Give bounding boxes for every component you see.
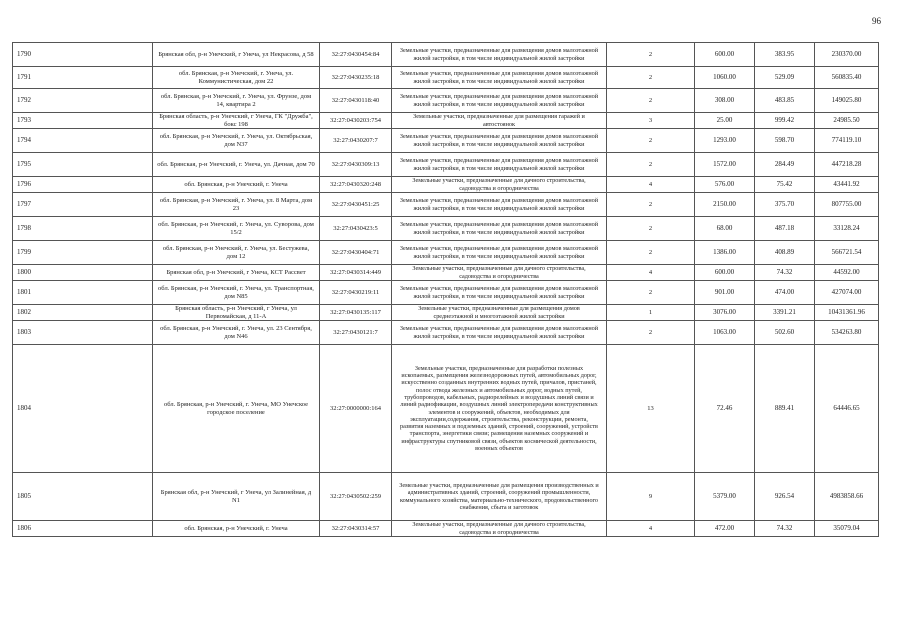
land-purpose-cell: Земельные участки, предназначенные для размещения производственных и административных зданий, строений, сооружений промышленности, коммунального хозяйства, материально-технического, продовольственного снабжения, сбыта и заготовок	[392, 473, 607, 521]
cadastral-value-table	[12, 42, 879, 537]
unit-value-cell: 483.85	[755, 89, 815, 113]
table-row	[13, 193, 879, 217]
cadastral-value-cell: 64446.65	[815, 345, 879, 473]
address-cell: обл. Брянская, р-н Унечский, г. Унеча, ул. Дачная, дом 70	[153, 153, 320, 177]
cadastral-number-cell: 32:27:0430451:25	[320, 193, 392, 217]
group-number-cell: 2	[607, 89, 695, 113]
cadastral-value-cell: 774119.10	[815, 129, 879, 153]
group-number-cell: 2	[607, 153, 695, 177]
land-purpose-cell: Земельные участки, предназначенные для разработки полезных ископаемых, размещения железнодорожных путей, автомобильных дорог, искусственно созданных внутренних водных путей, причалов, пристаней, полос отвода железных и автомобильных дорог, водных путей, трубопроводов, кабельных, радиорелейных и воздушных линий связи и линий радиофикации, воздушных линий электропередачи конструктивных элементов и сооружений, объектов, необходимых для эксплуатации,содержания, строительства, реконструкции, ремонта, развития наземных и подземных зданий, строений, сооружений, устройств транспорта, энергетики связи; размещения наземных сооружений и инфраструктуры спутниковой связи, объектов космической деятельности, военных объектов	[392, 345, 607, 473]
area-cell: 72.46	[695, 345, 755, 473]
address-cell: Брянская область, р-н Унечский, г Унеча, ГК "Дружба", бокс 198	[153, 113, 320, 129]
unit-value-cell: 284.49	[755, 153, 815, 177]
land-purpose-cell: Земельные участки, предназначенные для дачного строительства, садоводства и огородничества	[392, 521, 607, 537]
cadastral-value-cell: 33128.24	[815, 217, 879, 241]
land-purpose-cell: Земельные участки, предназначенные для размещения домов малоэтажной жилой застройки, в том числе индивидуальной жилой застройки	[392, 321, 607, 345]
group-number-cell: 2	[607, 43, 695, 67]
area-cell: 600.00	[695, 43, 755, 67]
group-number-cell: 2	[607, 241, 695, 265]
table-row	[13, 473, 879, 521]
table-row	[13, 43, 879, 67]
address-cell: обл. Брянская, р-н Унечский, г. Унеча, ул. Транспортная, дом N85	[153, 281, 320, 305]
group-number-cell: 2	[607, 129, 695, 153]
cadastral-value-cell: 807755.00	[815, 193, 879, 217]
row-number: 1792	[13, 89, 153, 113]
cadastral-value-cell: 447218.28	[815, 153, 879, 177]
address-cell: обл. Брянская, р-н Унечский, г. Унеча, ул. Суворова, дом 15/2	[153, 217, 320, 241]
row-number: 1797	[13, 193, 153, 217]
group-number-cell: 2	[607, 321, 695, 345]
cadastral-number-cell: 32:27:0430219:11	[320, 281, 392, 305]
cadastral-value-cell: 10431361.96	[815, 305, 879, 321]
row-number: 1801	[13, 281, 153, 305]
group-number-cell: 2	[607, 193, 695, 217]
table-row	[13, 177, 879, 193]
land-purpose-cell: Земельные участки, предназначенные для размещения домов малоэтажной жилой застройки, в том числе индивидуальной жилой застройки	[392, 89, 607, 113]
table-body	[13, 43, 879, 537]
group-number-cell: 4	[607, 265, 695, 281]
group-number-cell: 1	[607, 305, 695, 321]
row-number: 1790	[13, 43, 153, 67]
group-number-cell: 3	[607, 113, 695, 129]
cadastral-number-cell: 32:27:0430320:248	[320, 177, 392, 193]
table-row	[13, 67, 879, 89]
page-number: 96	[872, 16, 881, 26]
unit-value-cell: 487.18	[755, 217, 815, 241]
address-cell: обл. Брянская, р-н Унечский, г. Унеча, ул. 8 Марта, дом 23	[153, 193, 320, 217]
cadastral-number-cell: 32:27:0430454:84	[320, 43, 392, 67]
unit-value-cell: 474.00	[755, 281, 815, 305]
land-purpose-cell: Земельные участки, предназначенные для размещения домов малоэтажной жилой застройки, в том числе индивидуальной жилой застройки	[392, 67, 607, 89]
unit-value-cell: 375.70	[755, 193, 815, 217]
table-row	[13, 217, 879, 241]
table-row	[13, 153, 879, 177]
row-number: 1799	[13, 241, 153, 265]
land-purpose-cell: Земельные участки, предназначенные для размещения домов малоэтажной жилой застройки, в том числе индивидуальной жилой застройки	[392, 241, 607, 265]
unit-value-cell: 889.41	[755, 345, 815, 473]
address-cell: обл. Брянская, р-н Унечский, г. Унеча, ул. Коммунистическая, дом 22	[153, 67, 320, 89]
cadastral-value-cell: 230370.00	[815, 43, 879, 67]
unit-value-cell: 529.09	[755, 67, 815, 89]
address-cell: обл. Брянская, р-н Унечский, г. Унеча, ул. 23 Сентября, дом N46	[153, 321, 320, 345]
cadastral-value-cell: 427074.00	[815, 281, 879, 305]
cadastral-value-cell: 566721.54	[815, 241, 879, 265]
row-number: 1798	[13, 217, 153, 241]
land-purpose-cell: Земельные участки, предназначенные для дачного строительства, садоводства и огородничества	[392, 177, 607, 193]
row-number: 1804	[13, 345, 153, 473]
unit-value-cell: 598.70	[755, 129, 815, 153]
table-row	[13, 321, 879, 345]
area-cell: 3076.00	[695, 305, 755, 321]
cadastral-value-cell: 534263.80	[815, 321, 879, 345]
area-cell: 308.00	[695, 89, 755, 113]
cadastral-number-cell: 32:27:0430404:71	[320, 241, 392, 265]
unit-value-cell: 74.32	[755, 265, 815, 281]
land-purpose-cell: Земельные участки, предназначенные для размещения гаражей и автостоянок	[392, 113, 607, 129]
group-number-cell: 4	[607, 177, 695, 193]
cadastral-number-cell: 32:27:0430207:7	[320, 129, 392, 153]
cadastral-value-cell: 43441.92	[815, 177, 879, 193]
cadastral-number-cell: 32:27:0430314:449	[320, 265, 392, 281]
area-cell: 1060.00	[695, 67, 755, 89]
address-cell: обл. Брянская, р-н Унечский, г. Унеча, МО Унечское городское поселение	[153, 345, 320, 473]
cadastral-number-cell: 32:27:0430314:57	[320, 521, 392, 537]
address-cell: обл. Брянская, р-н Унечский, г. Унеча	[153, 521, 320, 537]
cadastral-value-cell: 149025.80	[815, 89, 879, 113]
group-number-cell: 2	[607, 217, 695, 241]
cadastral-value-cell: 4983858.66	[815, 473, 879, 521]
land-purpose-cell: Земельные участки, предназначенные для дачного строительства, садоводства и огородничества	[392, 265, 607, 281]
unit-value-cell: 408.89	[755, 241, 815, 265]
unit-value-cell: 926.54	[755, 473, 815, 521]
unit-value-cell: 999.42	[755, 113, 815, 129]
address-cell: Брянская обл, р-н Унечский, г Унеча, ул Некрасова, д 58	[153, 43, 320, 67]
cadastral-number-cell: 32:27:0000000:164	[320, 345, 392, 473]
unit-value-cell: 3391.21	[755, 305, 815, 321]
address-cell: обл. Брянская, р-н Унечский, г. Унеча, ул. Бестужева, дом 12	[153, 241, 320, 265]
area-cell: 1386.00	[695, 241, 755, 265]
cadastral-number-cell: 32:27:0430502:259	[320, 473, 392, 521]
address-cell: обл. Брянская, р-н Унечский, г. Унеча, ул. Октябрьская, дом N37	[153, 129, 320, 153]
land-purpose-cell: Земельные участки, предназначенные для размещения домов малоэтажной жилой застройки, в том числе индивидуальной жилой застройки	[392, 281, 607, 305]
area-cell: 5379.00	[695, 473, 755, 521]
row-number: 1791	[13, 67, 153, 89]
table-row	[13, 305, 879, 321]
address-cell: Брянская обл, р-н Унечский, г Унеча, ул Залинейная, д N1	[153, 473, 320, 521]
address-cell: Брянская обл, р-н Унечский, г Унеча, КСТ Рассвет	[153, 265, 320, 281]
cadastral-value-cell: 560835.40	[815, 67, 879, 89]
row-number: 1794	[13, 129, 153, 153]
area-cell: 1293.00	[695, 129, 755, 153]
row-number: 1795	[13, 153, 153, 177]
group-number-cell: 9	[607, 473, 695, 521]
cadastral-number-cell: 32:27:0430121:7	[320, 321, 392, 345]
table-row	[13, 265, 879, 281]
land-purpose-cell: Земельные участки, предназначенные для размещения домов малоэтажной жилой застройки, в том числе индивидуальной жилой застройки	[392, 217, 607, 241]
group-number-cell: 13	[607, 345, 695, 473]
cadastral-value-cell: 35079.04	[815, 521, 879, 537]
area-cell: 576.00	[695, 177, 755, 193]
group-number-cell: 2	[607, 281, 695, 305]
unit-value-cell: 502.60	[755, 321, 815, 345]
unit-value-cell: 74.32	[755, 521, 815, 537]
table-row	[13, 281, 879, 305]
cadastral-number-cell: 32:27:0430423:5	[320, 217, 392, 241]
land-purpose-cell: Земельные участки, предназначенные для размещения домов малоэтажной жилой застройки, в том числе индивидуальной жилой застройки	[392, 153, 607, 177]
area-cell: 68.00	[695, 217, 755, 241]
address-cell: обл. Брянская, р-н Унечский, г. Унеча	[153, 177, 320, 193]
row-number: 1806	[13, 521, 153, 537]
cadastral-number-cell: 32:27:0430135:117	[320, 305, 392, 321]
area-cell: 472.00	[695, 521, 755, 537]
cadastral-number-cell: 32:27:0430309:13	[320, 153, 392, 177]
group-number-cell: 2	[607, 67, 695, 89]
row-number: 1803	[13, 321, 153, 345]
row-number: 1796	[13, 177, 153, 193]
cadastral-value-cell: 44592.00	[815, 265, 879, 281]
table-row	[13, 113, 879, 129]
row-number: 1800	[13, 265, 153, 281]
area-cell: 25.00	[695, 113, 755, 129]
group-number-cell: 4	[607, 521, 695, 537]
area-cell: 1063.00	[695, 321, 755, 345]
area-cell: 1572.00	[695, 153, 755, 177]
row-number: 1802	[13, 305, 153, 321]
table-row	[13, 89, 879, 113]
address-cell: Брянская область, р-н Унечский, г Унеча, ул Первомайская, д 11-А	[153, 305, 320, 321]
table-row	[13, 521, 879, 537]
land-purpose-cell: Земельные участки, предназначенные для размещения домов малоэтажной жилой застройки, в том числе индивидуальной жилой застройки	[392, 193, 607, 217]
cadastral-value-cell: 24985.50	[815, 113, 879, 129]
table-row	[13, 345, 879, 473]
cadastral-number-cell: 32:27:0430235:18	[320, 67, 392, 89]
cadastral-number-cell: 32:27:0430118:40	[320, 89, 392, 113]
unit-value-cell: 383.95	[755, 43, 815, 67]
row-number: 1793	[13, 113, 153, 129]
row-number: 1805	[13, 473, 153, 521]
table-row	[13, 129, 879, 153]
unit-value-cell: 75.42	[755, 177, 815, 193]
area-cell: 2150.00	[695, 193, 755, 217]
address-cell: обл. Брянская, р-н Унечский, г. Унеча, ул. Фрунзе, дом 14, квартира 2	[153, 89, 320, 113]
land-purpose-cell: Земельные участки, предназначенные для размещения домов малоэтажной жилой застройки, в том числе индивидуальной жилой застройки	[392, 129, 607, 153]
land-purpose-cell: Земельные участки, предназначенные для размещения домов среднеэтажной и многоэтажной жилой застройки	[392, 305, 607, 321]
area-cell: 901.00	[695, 281, 755, 305]
cadastral-number-cell: 32:27:0430203:754	[320, 113, 392, 129]
land-purpose-cell: Земельные участки, предназначенные для размещения домов малоэтажной жилой застройки, в том числе индивидуальной жилой застройки	[392, 43, 607, 67]
area-cell: 600.00	[695, 265, 755, 281]
table-row	[13, 241, 879, 265]
